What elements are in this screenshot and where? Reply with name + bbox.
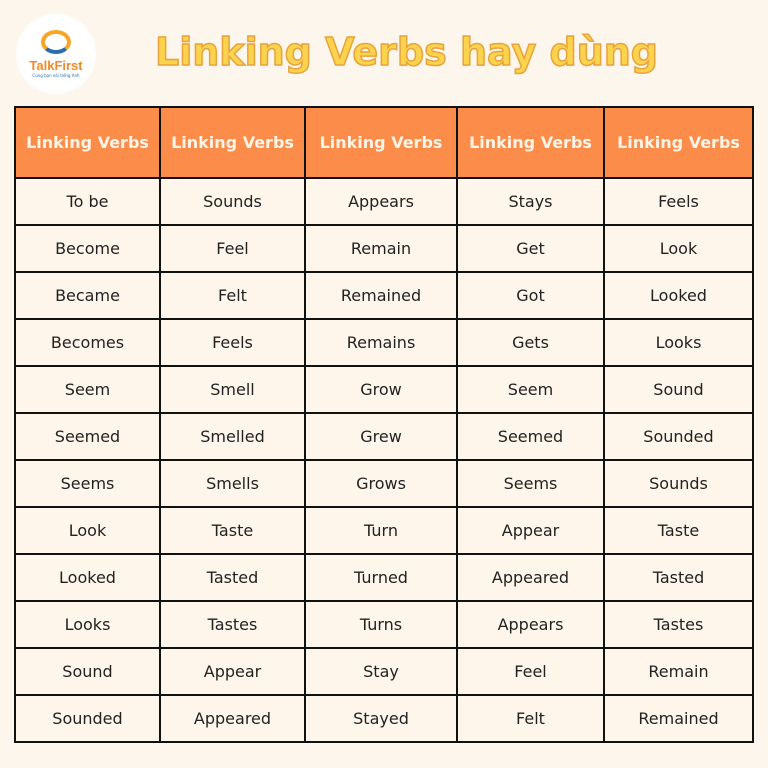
table-cell: Appeared <box>160 695 305 742</box>
table-cell: Taste <box>160 507 305 554</box>
table-cell: Seems <box>457 460 604 507</box>
table-row <box>15 178 753 225</box>
verbs-table <box>14 106 754 743</box>
table-cell: Looked <box>604 272 753 319</box>
table-cell: Turns <box>305 601 457 648</box>
table-cell: Became <box>15 272 160 319</box>
table-row <box>15 272 753 319</box>
table-row <box>15 507 753 554</box>
table-row <box>15 460 753 507</box>
table-cell: Stay <box>305 648 457 695</box>
table-cell: Smelled <box>160 413 305 460</box>
table-cell: Seemed <box>457 413 604 460</box>
table-cell: Grew <box>305 413 457 460</box>
table-cell: Appears <box>457 601 604 648</box>
table-cell: Remained <box>305 272 457 319</box>
table-cell: Becomes <box>15 319 160 366</box>
table-row <box>15 319 753 366</box>
table-cell: Sound <box>15 648 160 695</box>
column-header: Linking Verbs <box>15 107 160 178</box>
table-cell: Stays <box>457 178 604 225</box>
column-header: Linking Verbs <box>457 107 604 178</box>
table-cell: Appears <box>305 178 457 225</box>
table-cell: Felt <box>457 695 604 742</box>
table-cell: Tasted <box>160 554 305 601</box>
table-cell: Gets <box>457 319 604 366</box>
column-header: Linking Verbs <box>160 107 305 178</box>
table-cell: Appear <box>160 648 305 695</box>
column-header: Linking Verbs <box>305 107 457 178</box>
table-cell: Look <box>15 507 160 554</box>
table-cell: Look <box>604 225 753 272</box>
table-cell: Remained <box>604 695 753 742</box>
logo-name: TalkFirst <box>29 58 83 73</box>
table-row <box>15 554 753 601</box>
table-cell: To be <box>15 178 160 225</box>
table-cell: Remain <box>604 648 753 695</box>
table-cell: Sounded <box>604 413 753 460</box>
table-cell: Appear <box>457 507 604 554</box>
table-cell: Looked <box>15 554 160 601</box>
table-cell: Grows <box>305 460 457 507</box>
table-cell: Tastes <box>604 601 753 648</box>
table-cell: Get <box>457 225 604 272</box>
table-cell: Got <box>457 272 604 319</box>
table-row <box>15 366 753 413</box>
logo-tagline: Cùng bạn nói tiếng Anh <box>32 73 80 78</box>
table-row <box>15 648 753 695</box>
table-row <box>15 225 753 272</box>
table-cell: Appeared <box>457 554 604 601</box>
table-cell: Feel <box>160 225 305 272</box>
table-row <box>15 601 753 648</box>
speech-bubble-icon <box>41 30 71 54</box>
table-cell: Smell <box>160 366 305 413</box>
table-cell: Become <box>15 225 160 272</box>
table-cell: Sounded <box>15 695 160 742</box>
table-cell: Sound <box>604 366 753 413</box>
table-cell: Seem <box>457 366 604 413</box>
table-cell: Seem <box>15 366 160 413</box>
table-cell: Seemed <box>15 413 160 460</box>
table-cell: Turned <box>305 554 457 601</box>
table-cell: Tasted <box>604 554 753 601</box>
logo <box>16 14 96 94</box>
table-cell: Feels <box>604 178 753 225</box>
table-cell: Seems <box>15 460 160 507</box>
table-cell: Remains <box>305 319 457 366</box>
table-cell: Feel <box>457 648 604 695</box>
table-cell: Looks <box>15 601 160 648</box>
page-title: Linking Verbs hay dùng <box>155 30 658 74</box>
table-row <box>15 413 753 460</box>
table-cell: Felt <box>160 272 305 319</box>
table-cell: Taste <box>604 507 753 554</box>
table-cell: Sounds <box>160 178 305 225</box>
table-cell: Stayed <box>305 695 457 742</box>
table-cell: Remain <box>305 225 457 272</box>
table-cell: Tastes <box>160 601 305 648</box>
table-cell: Sounds <box>604 460 753 507</box>
table-cell: Smells <box>160 460 305 507</box>
table-row <box>15 695 753 742</box>
header-row <box>15 107 753 178</box>
table-cell: Turn <box>305 507 457 554</box>
table-cell: Looks <box>604 319 753 366</box>
column-header: Linking Verbs <box>604 107 753 178</box>
table-cell: Feels <box>160 319 305 366</box>
table-cell: Grow <box>305 366 457 413</box>
